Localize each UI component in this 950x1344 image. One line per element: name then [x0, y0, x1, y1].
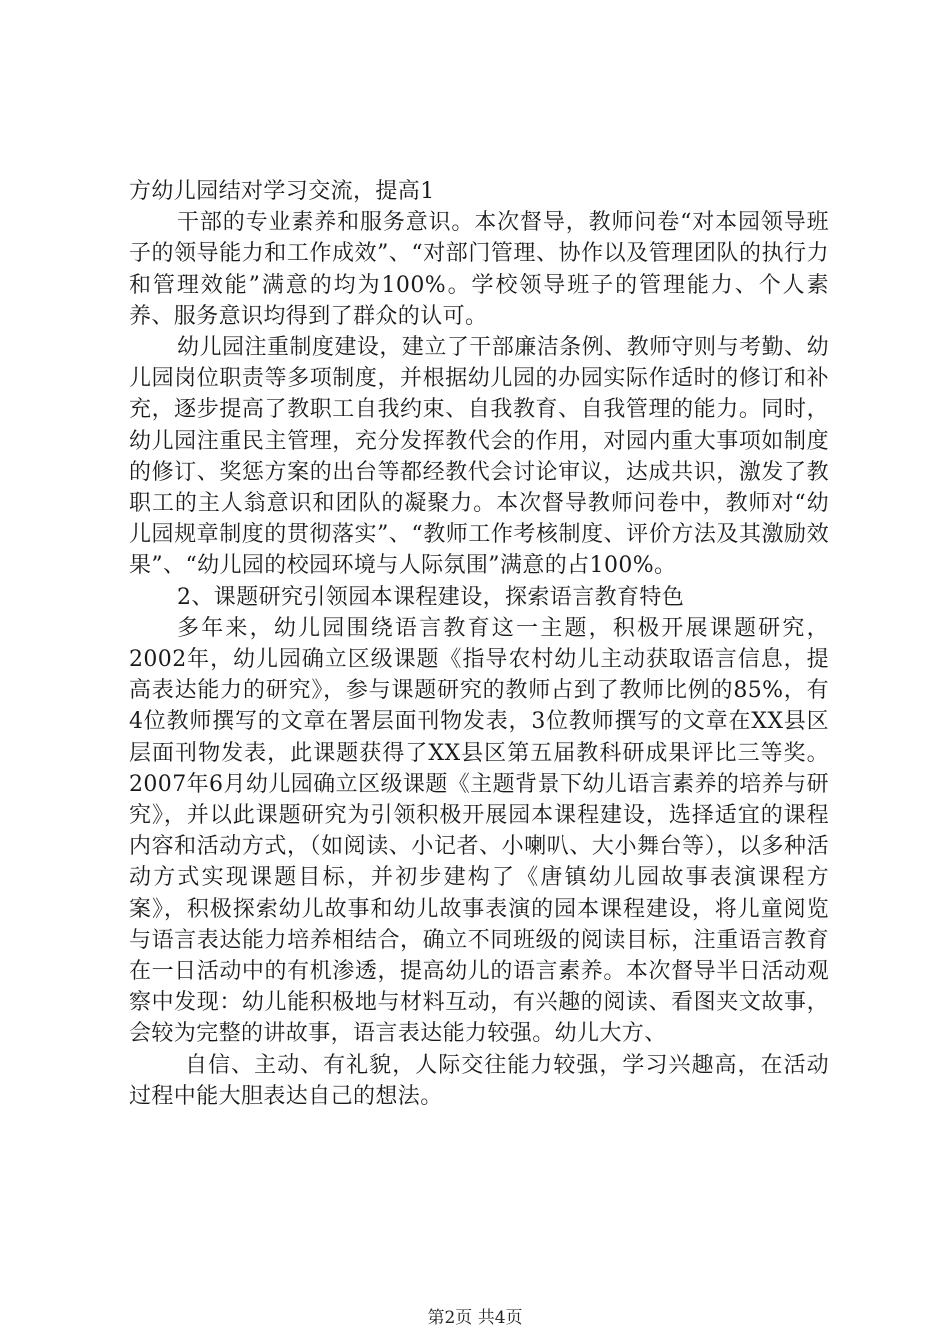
section-heading-research: 2、课题研究引领园本课程建设，探索语言教育特色 — [177, 584, 685, 610]
paragraph-cadre-quality: 干部的专业素养和服务意识。本次督导，教师问卷“对本园领导班子的领导能力和工作成效”、“对部门管理、协作以及管理团队的执行力和管理效能”满意的均为100%。学校领导班子的管理能力、个人素养、服务意识均得到了群众的认可。 — [129, 210, 829, 329]
document-body — [129, 176, 829, 1112]
page-footer: 第2页 共4页 — [427, 1308, 523, 1328]
paragraph-research: 多年来，幼儿园围绕语言教育这一主题，积极开展课题研究，2002年，幼儿园确立区级课题《指导农村幼儿主动获取语言信息，提高表达能力的研究》，参与课题研究的教师占到了教师比例的85%，有4位教师撰写的文章在署层面刊物发表，3位教师撰写的文章在XX县区层面刊物发表，此课题获得了XX县区第五届教科研成果评比三等奖。2007年6月幼儿园确立区级课题《主题背景下幼儿语言素养的培养与研究》，并以此课题研究为引领积极开展园本课程建设，选择适宜的课程内容和活动方式，（如阅读、小记者、小喇叭、大小舞台等），以多种活动方式实现课题目标，并初步建构了《唐镇幼儿园故事表演课程方案》，积极探索幼儿故事和幼儿故事表演的园本课程建设，将儿童阅览与语言表达能力培养相结合，确立不同班级的阅读目标，注重语言教育在一日活动中的有机渗透，提高幼儿的语言素养。本次督导半日活动观察中发现：幼儿能积极地与材料互动，有兴趣的阅读、看图夹文故事，会较为完整的讲故事，语言表达能力较强。幼儿大方、 — [129, 615, 829, 1047]
paragraph-children-confidence: 自信、主动、有礼貌，人际交往能力较强，学习兴趣高，在活动过程中能大胆表达自己的想法。 — [129, 1052, 829, 1109]
paragraph-fragment: 方幼儿园结对学习交流，提高1 — [129, 179, 435, 204]
paragraph-system-building: 幼儿园注重制度建设，建立了干部廉洁条例、教师守则与考勤、幼儿园岗位职责等多项制度，并根据幼儿园的办园实际作适时的修订和补充，逐步提高了教职工自我约束、自我教育、自我管理的能力。同时，幼儿园注重民主管理，充分发挥教代会的作用，对园内重大事项如制度的修订、奖惩方案的出台等都经教代会讨论审议，达成共识，激发了教职工的主人翁意识和团队的凝聚力。本次督导教师问卷中，教师对“幼儿园规章制度的贯彻落实”、“教师工作考核制度、评价方法及其激励效果”、“幼儿园的校园环境与人际氛围”满意的占100%。 — [129, 335, 829, 579]
